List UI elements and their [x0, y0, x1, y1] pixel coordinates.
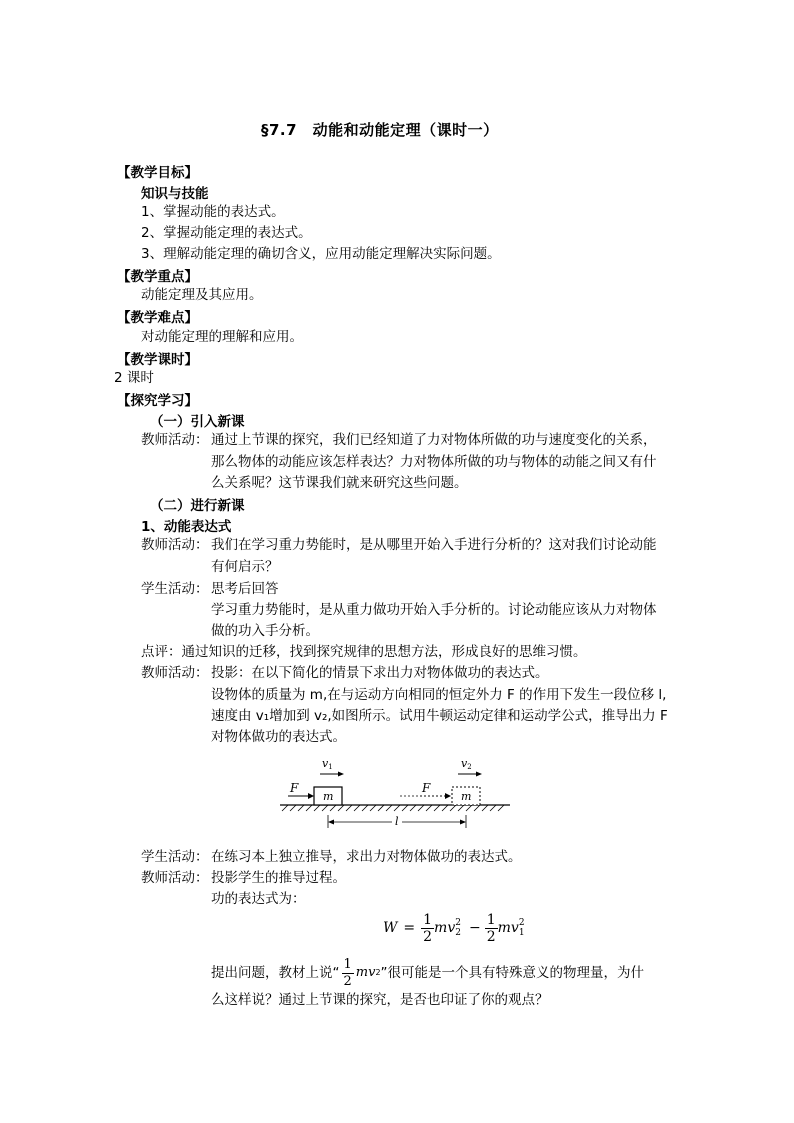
teacher-activity-line: 通过上节课的探究，我们已经知道了力对物体所做的功与速度变化的关系，	[211, 432, 657, 448]
difficulties-heading: 【教学难点】	[117, 310, 198, 326]
difficulties-text: 对动能定理的理解和应用。	[141, 329, 303, 345]
objective-item: 2、掌握动能定理的表达式。	[141, 225, 312, 241]
v1-label: v	[322, 757, 329, 770]
objectives-subheading: 知识与技能	[141, 186, 209, 202]
teacher-activity-label: 教师活动：	[141, 537, 209, 553]
page-title: §7.7 动能和动能定理（课时一）	[261, 121, 499, 139]
distance-label: l	[395, 815, 399, 828]
question-line-2: 么这样说？通过上节课的探究，是否也印证了你的观点？	[211, 992, 549, 1008]
part1-title: （一）引入新课	[150, 414, 245, 430]
objectives-heading: 【教学目标】	[117, 165, 198, 181]
work-formula: W = $\frac{1}{2}$ mv 2 2 − $\frac{1}{2}$ mv 2 1	[383, 911, 525, 945]
v2-subscript: 2	[467, 763, 472, 771]
teacher-activity-label: 教师活动：	[141, 665, 209, 681]
teacher-activity-line: 对物体做功的表达式。	[211, 729, 346, 745]
teacher-activity-line: 投影学生的推导过程。	[211, 870, 346, 886]
student-activity-line: 思考后回答	[211, 581, 279, 597]
svg-text:v2	[461, 757, 472, 771]
svg-text:v1	[322, 757, 333, 771]
objective-item: 1、掌握动能的表达式。	[141, 204, 285, 220]
teacher-activity-line: 我们在学习重力势能时，是从哪里开始入手进行分析的？这对我们讨论动能	[211, 537, 657, 553]
student-activity-label: 学生活动：	[141, 849, 209, 865]
ground-hatching	[282, 805, 504, 811]
teacher-activity-line: 那么物体的动能应该怎样表达？力对物体所做的功与物体的动能之间又有什	[211, 454, 657, 470]
mass-label-final: m	[461, 790, 472, 803]
hours-text: 2 课时	[114, 370, 154, 386]
part2-title: （二）进行新课	[150, 498, 245, 514]
section1-title: 1、动能表达式	[141, 519, 232, 535]
student-activity-line: 学习重力势能时，是从重力做功开始入手分析的。讨论动能应该从力对物体	[211, 602, 657, 618]
teacher-activity-line: 么关系呢？这节课我们就来研究这些问题。	[211, 475, 468, 491]
v2-label: v	[461, 757, 468, 770]
block-motion-diagram	[270, 752, 520, 832]
key-points-text: 动能定理及其应用。	[141, 287, 263, 303]
student-activity-line: 做的功入手分析。	[211, 623, 319, 639]
student-activity-line: 在练习本上独立推导，求出力对物体做功的表达式。	[211, 849, 522, 865]
force-label-initial: F	[290, 781, 299, 795]
work-expression-label: 功的表达式为：	[211, 891, 306, 907]
explore-heading: 【探究学习】	[117, 393, 198, 409]
teacher-activity-line: 速度由 v₁增加到 v₂,如图所示。试用牛顿运动定律和运动学公式，推导出力 F	[211, 708, 668, 724]
teacher-activity-line: 投影：在以下简化的情景下求出力对物体做功的表达式。	[211, 665, 549, 681]
teacher-activity-label: 教师活动：	[141, 870, 209, 886]
comment-line: 点评：通过知识的迁移，找到探究规律的思想方法，形成良好的思维习惯。	[141, 644, 587, 660]
teacher-activity-label: 教师活动：	[141, 432, 209, 448]
v1-subscript: 1	[328, 763, 333, 771]
teacher-activity-line: 有何启示？	[211, 559, 279, 575]
mass-label-initial: m	[323, 790, 334, 803]
force-label-final: F	[422, 781, 431, 795]
question-line: 提出问题，教材上说“ $\frac{1}{2}$ mv 2 ”很可能是一个具有特殊意义的物理量，为什	[211, 956, 645, 989]
objective-item: 3、理解动能定理的确切含义，应用动能定理解决实际问题。	[141, 246, 501, 262]
hours-heading: 【教学课时】	[117, 352, 198, 368]
key-points-heading: 【教学重点】	[117, 269, 198, 285]
student-activity-label: 学生活动：	[141, 581, 209, 597]
teacher-activity-line: 设物体的质量为 m,在与运动方向相同的恒定外力 F 的作用下发生一段位移 l,	[211, 687, 667, 703]
